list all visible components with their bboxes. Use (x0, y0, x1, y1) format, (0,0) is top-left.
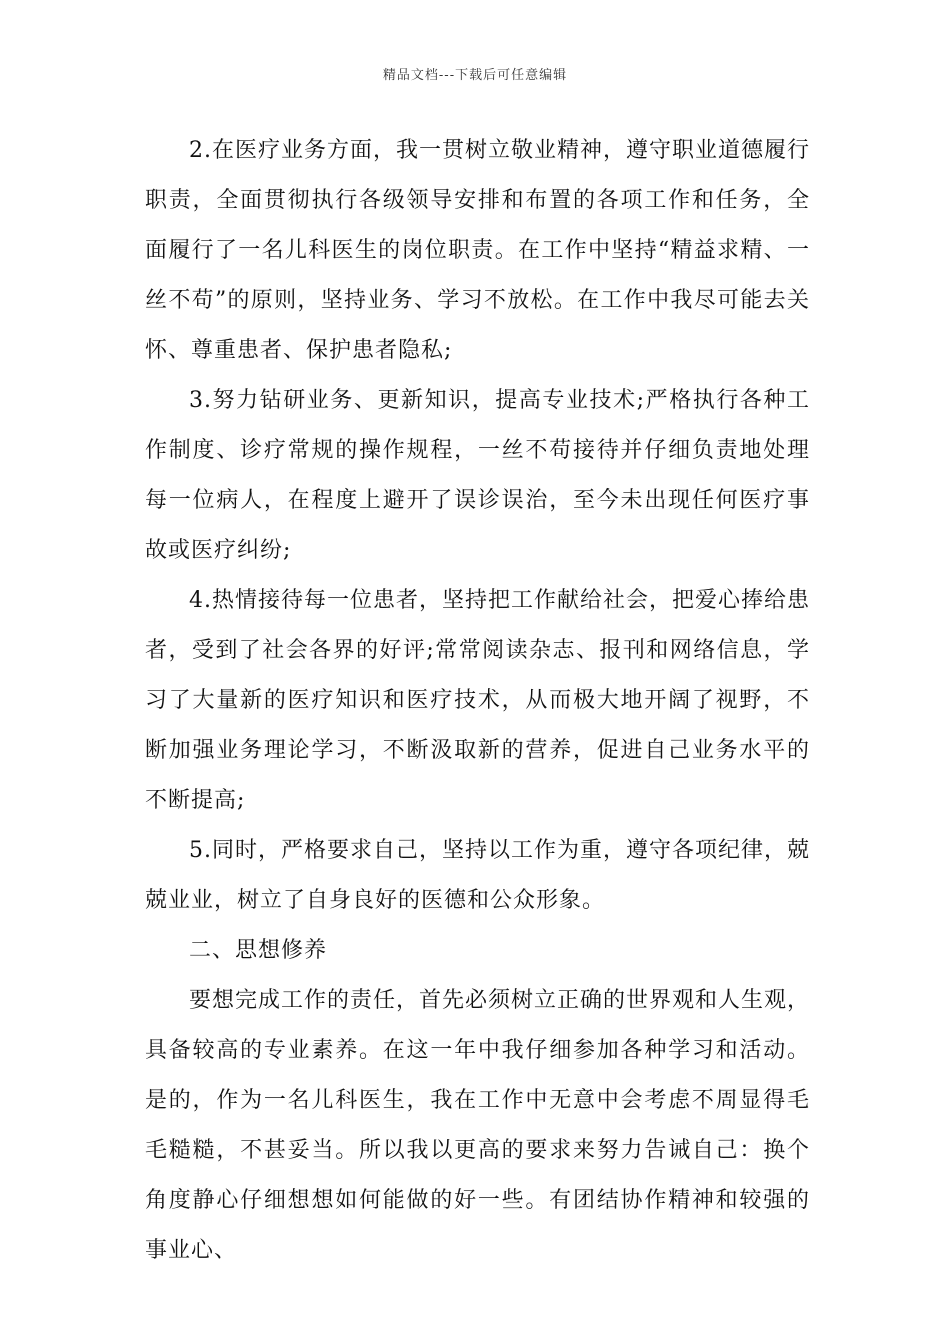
page-header: 精品文档---下载后可任意编辑 (382, 68, 568, 83)
paragraph-professional-study: 3.努力钻研业务、更新知识，提高专业技术;严格执行各种工作制度、诊疗常规的操作规程，一丝不苟接待并仔细负责地处理每一位病人，在程度上避开了误诊误治，至今未出现任何医疗事故或医疗纠纷; (145, 388, 810, 563)
paragraph-patient-care: 4.热情接待每一位患者，坚持把工作献给社会，把爱心捧给患者，受到了社会各界的好评;常常阅读杂志、报刊和网络信息，学习了大量新的医疗知识和医疗技术，从而极大地开阔了视野，不断加强业务理论学习，不断汲取新的营养，促进自己业务水平的不断提高; (145, 588, 810, 813)
paragraph-medical-work: 2.在医疗业务方面，我一贯树立敬业精神，遵守职业道德履行职责，全面贯彻执行各级领导安排和布置的各项工作和任务，全面履行了一名儿科医生的岗位职责。在工作中坚持“精益求精、一丝不苟”的原则，坚持业务、学习不放松。在工作中我尽可能去关怀、尊重患者、保护患者隐私; (145, 138, 810, 363)
document-body (145, 126, 810, 1276)
section-heading-ideology: 二、思想修养 (189, 938, 328, 963)
paragraph-self-discipline: 5.同时，严格要求自己，坚持以工作为重，遵守各项纪律，兢兢业业，树立了自身良好的医德和公众形象。 (145, 838, 810, 913)
paragraph-ideology: 要想完成工作的责任，首先必须树立正确的世界观和人生观，具备较高的专业素养。在这一年中我仔细参加各种学习和活动。是的，作为一名儿科医生，我在工作中无意中会考虑不周显得毛毛糙糙，不甚妥当。所以我以更高的要求来努力告诫自己：换个角度静心仔细想想如何能做的好一些。有团结协作精神和较强的事业心、 (145, 988, 811, 1263)
